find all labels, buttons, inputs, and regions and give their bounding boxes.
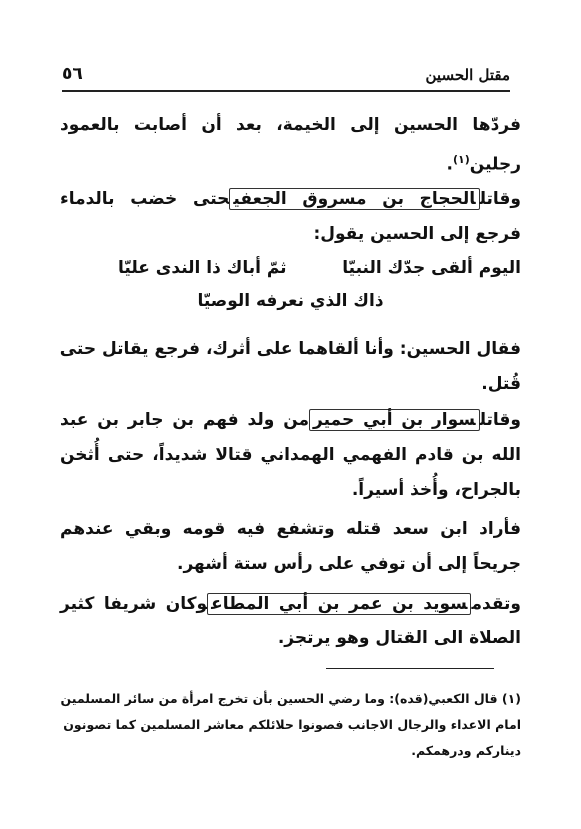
text-line: [278, 626, 521, 650]
text-line: [60, 408, 521, 432]
text-line: [60, 443, 521, 467]
paragraph-text: بالجراح، وأُخذ أسيراً.: [351, 480, 521, 500]
boxed-name: الحجاج بن مسروق الجعفي: [229, 188, 479, 210]
footnote-line: (١) قال الكعبي(قده): وما رضي الحسين بأن تخرج امرأة من سائر المسلمين: [60, 691, 521, 706]
paragraph-text: الصلاة الى القتال وهو يرتجز.: [277, 628, 521, 648]
paragraph-text: وكان شريفا كثير: [60, 594, 208, 614]
text-line: [481, 372, 521, 396]
paragraph-text: من ولد فهم بن جابر بن عبد: [60, 410, 310, 430]
text-line: [177, 552, 521, 576]
text-line: [313, 222, 521, 246]
text-line: [60, 592, 521, 616]
page-number: ٥٦: [62, 64, 83, 84]
page-header: [62, 64, 510, 92]
text-line: [352, 478, 521, 502]
text-line: [60, 517, 521, 541]
text-line: [60, 337, 521, 361]
boxed-name: سوار بن أبي حمير: [309, 409, 480, 431]
text-line: رجلين$^{(١)}$.: [446, 153, 521, 175]
paragraph-text: الله بن قادم الفهمي الهمداني قتالا شديداً، حتى أُثخن: [60, 445, 521, 465]
text-line: [60, 113, 521, 137]
paragraph-text: فرجع إلى الحسين يقول:: [313, 224, 521, 244]
boxed-name: سويد بن عمر بن أبي المطاع: [207, 593, 471, 615]
footnote-line: دينارکم ودرهمكم.: [411, 743, 521, 758]
verse-line: ذاك الذي نعرفه الوصيّا: [197, 291, 384, 311]
paragraph-text: قُتل.: [481, 374, 521, 394]
verse-second-hemistich: ثمّ أباك ذا الندى عليّا: [118, 258, 287, 278]
footnote-separator: [326, 668, 494, 669]
paragraph-text: وقاتل: [479, 189, 521, 209]
paragraph-text: فقال الحسين: وأنا ألقاهما على أثرك، فرجع يقاتل حتى: [59, 339, 521, 359]
paragraph-text: فردّها الحسين إلى الخيمة، بعد أن أصابت بالعمود: [60, 115, 521, 135]
text-line: [60, 187, 521, 211]
paragraph-text: حتى خضب بالدماء: [60, 189, 230, 209]
footnote-line: امام الاعداء والرجال الاجانب فصونوا حلائلكم معاشر المسلمين كما تصونون: [63, 717, 521, 732]
paragraph-text: وتقدم: [471, 594, 521, 614]
paragraph-text: فأراد ابن سعد قتله وتشفع فيه قومه وبقي عندهم: [60, 519, 521, 539]
verse-first-hemistich: اليوم ألقى جدّك النبيّا: [342, 258, 521, 278]
paragraph-text: رجلين: [469, 154, 521, 175]
running-title: مقتل الحسين: [425, 66, 510, 84]
footnote-reference: (١): [453, 153, 470, 166]
paragraph-text: وقاتل: [479, 410, 521, 430]
paragraph-text: جريحاً إلى أن توفي على رأس ستة أشهر.: [177, 554, 521, 574]
